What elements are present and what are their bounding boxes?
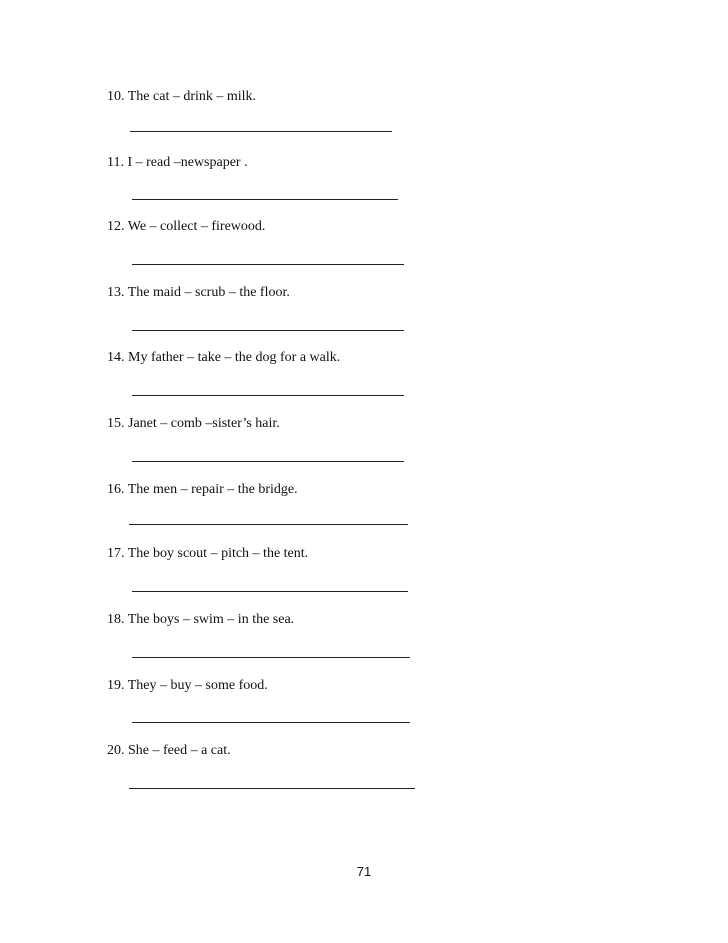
answer-line bbox=[132, 199, 398, 200]
answer-line bbox=[132, 722, 410, 723]
exercise-prompt: 14. My father – take – the dog for a walk. bbox=[107, 350, 341, 365]
exercise-item-15 bbox=[107, 415, 667, 475]
exercise-item-11 bbox=[107, 154, 667, 214]
exercise-prompt: 19. They – buy – some food. bbox=[107, 678, 268, 693]
exercise-prompt: 12. We – collect – firewood. bbox=[107, 219, 266, 234]
exercise-item-18 bbox=[107, 611, 667, 671]
exercise-prompt: 20. She – feed – a cat. bbox=[107, 743, 231, 758]
exercise-prompt: 15. Janet – comb –sister’s hair. bbox=[107, 416, 280, 431]
answer-line bbox=[129, 788, 415, 789]
answer-line bbox=[132, 395, 404, 396]
exercise-item-19 bbox=[107, 677, 667, 737]
exercise-prompt: 16. The men – repair – the bridge. bbox=[107, 482, 298, 497]
exercise-item-20 bbox=[107, 742, 667, 802]
exercise-item-16 bbox=[107, 481, 667, 541]
exercise-prompt: 13. The maid – scrub – the floor. bbox=[107, 285, 290, 300]
exercise-prompt: 11. I – read –newspaper . bbox=[107, 155, 248, 170]
answer-line bbox=[132, 591, 408, 592]
answer-line bbox=[132, 330, 404, 331]
exercise-item-12 bbox=[107, 218, 667, 278]
answer-line bbox=[132, 264, 404, 265]
answer-line bbox=[130, 131, 392, 132]
exercise-prompt: 17. The boy scout – pitch – the tent. bbox=[107, 546, 309, 561]
exercise-item-17 bbox=[107, 545, 667, 605]
exercise-prompt: 10. The cat – drink – milk. bbox=[107, 89, 257, 104]
exercise-item-14 bbox=[107, 349, 667, 409]
page-number: 71 bbox=[356, 864, 372, 879]
answer-line bbox=[132, 461, 404, 462]
answer-line bbox=[132, 657, 410, 658]
exercise-item-10 bbox=[107, 88, 667, 148]
answer-line bbox=[129, 524, 408, 525]
exercise-prompt: 18. The boys – swim – in the sea. bbox=[107, 612, 295, 627]
exercise-item-13 bbox=[107, 284, 667, 344]
